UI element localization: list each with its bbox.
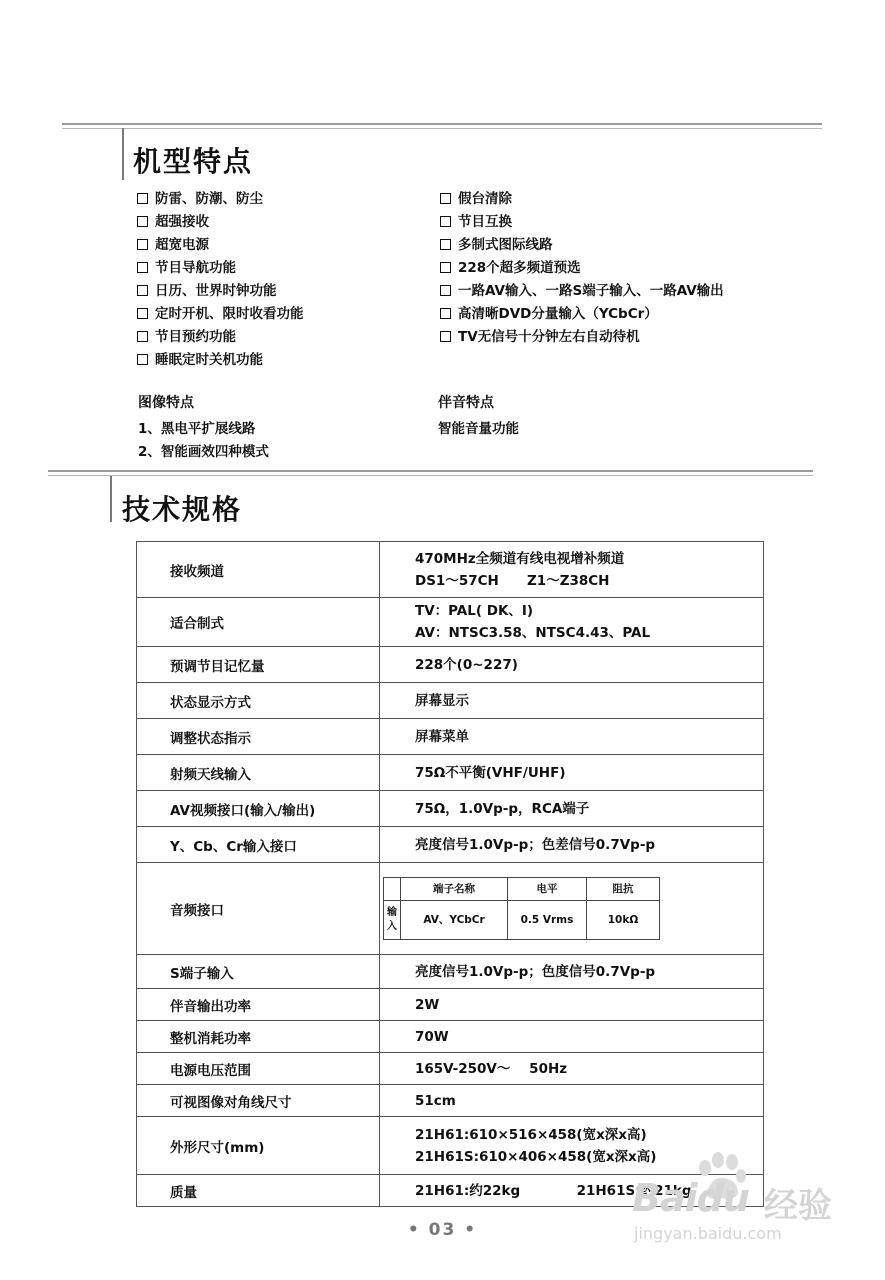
spec-value-line: 75Ω不平衡(VHF/UHF): [415, 764, 566, 781]
feature-text: 228个超多频道预选: [458, 260, 581, 276]
spec-value-line: AV：NTSC3.58、NTSC4.43、PAL: [415, 625, 651, 641]
section1-title: 机型特点: [133, 145, 254, 178]
spec-value: [380, 827, 764, 863]
feature-text: TV无信号十分钟左右自动待机: [458, 329, 640, 345]
middle-divider-thin: [48, 475, 813, 476]
feature-text: 节目预约功能: [155, 329, 236, 345]
spec-label: 状态显示方式: [137, 683, 380, 719]
spec-row: [137, 647, 764, 683]
spec-row: [137, 598, 764, 647]
spec-value: [380, 755, 764, 791]
spec-row: [137, 1053, 764, 1085]
spec-label: 电源电压范围: [137, 1053, 380, 1085]
spec-value: [380, 1085, 764, 1117]
feature-text: 高清晰DVD分量输入（YCbCr）: [458, 306, 658, 322]
spec-value-line: TV：PAL( DK、I): [415, 603, 534, 619]
feature-text: 节目导航功能: [155, 260, 236, 276]
audio-data-cell: 0.5 Vrms: [508, 901, 587, 940]
audio-header-cell: 电平: [508, 878, 587, 901]
spec-row: [137, 683, 764, 719]
feature-text: 超强接收: [155, 214, 209, 230]
spec-value-line: 屏幕显示: [415, 692, 469, 709]
top-divider: [62, 123, 822, 125]
checkbox-icon: [440, 308, 451, 319]
watermark-url: jingyan.baidu.com: [634, 1224, 782, 1243]
spec-label: 外形尺寸(mm): [137, 1117, 380, 1175]
picture-feature-item: 2、智能画效四种模式: [138, 444, 269, 460]
checkbox-icon: [137, 285, 148, 296]
feature-text: 节目互换: [458, 214, 512, 230]
spec-value-line: 51cm: [415, 1092, 456, 1109]
spec-value-line: 75Ω，1.0Vp-p，RCA端子: [415, 800, 590, 817]
feature-text: 日历、世界时钟功能: [155, 283, 277, 299]
spec-value-line: 165V-250V～ 50Hz: [415, 1060, 568, 1077]
audio-header-cell: 端子名称: [401, 878, 508, 901]
spec-row: [137, 791, 764, 827]
spec-value-line: 亮度信号1.0Vp-p；色差信号0.7Vp-p: [415, 836, 656, 853]
spec-row: [137, 955, 764, 989]
section2-bar: [110, 476, 112, 522]
checkbox-icon: [440, 331, 451, 342]
middle-divider: [48, 470, 813, 472]
audio-header-blank: [384, 878, 401, 901]
checkbox-icon: [440, 285, 451, 296]
feature-item: [137, 211, 304, 234]
spec-row: [137, 542, 764, 598]
top-divider-thin: [62, 128, 822, 129]
spec-value: [380, 791, 764, 827]
sound-feature-item: 智能音量功能: [438, 421, 519, 437]
spec-label: 质量: [137, 1175, 380, 1207]
spec-label: S端子输入: [137, 955, 380, 989]
feature-item: [440, 188, 724, 211]
checkbox-icon: [440, 216, 451, 227]
spec-value: [380, 1021, 764, 1053]
feature-item: [137, 188, 304, 211]
spec-row: [137, 1085, 764, 1117]
spec-value-line: DS1～57CH Z1～Z38CH: [415, 572, 610, 589]
feature-item: [440, 303, 724, 326]
spec-value-line: 70W: [415, 1028, 449, 1045]
picture-features-title: 图像特点: [138, 395, 194, 411]
spec-value: [380, 719, 764, 755]
checkbox-icon: [137, 354, 148, 365]
feature-text: 超宽电源: [155, 237, 209, 253]
checkbox-icon: [440, 193, 451, 204]
spec-row: [137, 1021, 764, 1053]
feature-text: 定时开机、限时收看功能: [155, 306, 304, 322]
spec-label: 伴音输出功率: [137, 989, 380, 1021]
spec-value: [380, 863, 764, 955]
checkbox-icon: [137, 331, 148, 342]
spec-value: [380, 647, 764, 683]
spec-row: [137, 719, 764, 755]
spec-row: [137, 989, 764, 1021]
feature-item: [137, 326, 304, 349]
spec-value-line: 21H61:约22kg 21H61S:约21kg: [415, 1182, 692, 1199]
feature-text: 睡眠定时关机功能: [155, 352, 263, 368]
spec-label: 整机消耗功率: [137, 1021, 380, 1053]
spec-label: 射频天线输入: [137, 755, 380, 791]
spec-value-line: 屏幕菜单: [415, 728, 469, 745]
spec-table: [136, 541, 764, 1207]
spec-value-line: 2W: [415, 996, 440, 1013]
spec-label: 预调节目记忆量: [137, 647, 380, 683]
spec-value-line: 21H61S:610×406×458(宽x深x高): [415, 1148, 657, 1165]
spec-label: 接收频道: [137, 542, 380, 598]
feature-item: [137, 349, 304, 372]
feature-text: 防雷、防潮、防尘: [155, 191, 263, 207]
audio-interface-table: [383, 877, 660, 940]
checkbox-icon: [137, 262, 148, 273]
section1-bar: [122, 128, 124, 180]
spec-value: [380, 598, 764, 647]
feature-item: [440, 234, 724, 257]
feature-item: [440, 280, 724, 303]
checkbox-icon: [440, 239, 451, 250]
checkbox-icon: [137, 193, 148, 204]
page-number: • 03 •: [407, 1220, 478, 1240]
spec-label: 可视图像对角线尺寸: [137, 1085, 380, 1117]
spec-row: [137, 755, 764, 791]
audio-data-cell: 10kΩ: [587, 901, 660, 940]
baidu-watermark: [632, 1150, 852, 1250]
feature-item: [137, 234, 304, 257]
spec-value: [380, 955, 764, 989]
audio-header-cell: 阻抗: [587, 878, 660, 901]
section2-title: 技术规格: [122, 493, 243, 526]
sound-features-title: 伴音特点: [438, 395, 494, 411]
watermark-brand: Baidu: [632, 1176, 749, 1220]
spec-row: [137, 827, 764, 863]
spec-label: 音频接口: [137, 863, 380, 955]
feature-text: 假台清除: [458, 191, 512, 207]
feature-text: 多制式图际线路: [458, 237, 553, 253]
spec-label: AV视频接口(输入/输出): [137, 791, 380, 827]
spec-value: [380, 1053, 764, 1085]
spec-value-line: 亮度信号1.0Vp-p；色度信号0.7Vp-p: [415, 963, 656, 980]
spec-value: [380, 542, 764, 598]
features-left-list: [137, 188, 304, 372]
checkbox-icon: [137, 308, 148, 319]
checkbox-icon: [137, 216, 148, 227]
spec-value-line: 21H61:610×516×458(宽x深x高): [415, 1126, 647, 1143]
spec-label: Y、Cb、Cr输入接口: [137, 827, 380, 863]
audio-io-label: 输入: [384, 901, 401, 940]
feature-item: [137, 280, 304, 303]
feature-item: [137, 303, 304, 326]
picture-feature-item: 1、黑电平扩展线路: [138, 421, 256, 437]
spec-value-line: 470MHz全频道有线电视增补频道: [415, 550, 625, 567]
feature-text: 一路AV输入、一路S端子输入、一路AV输出: [458, 283, 724, 299]
spec-row: [137, 863, 764, 955]
watermark-label: 经验: [764, 1186, 832, 1226]
spec-label: 适合制式: [137, 598, 380, 647]
audio-data-cell: AV、YCbCr: [401, 901, 508, 940]
spec-value: [380, 683, 764, 719]
feature-item: [440, 211, 724, 234]
feature-item: [137, 257, 304, 280]
checkbox-icon: [137, 239, 148, 250]
spec-value-line: 228个(0~227): [415, 656, 518, 673]
spec-value: [380, 989, 764, 1021]
feature-item: [440, 257, 724, 280]
checkbox-icon: [440, 262, 451, 273]
spec-label: 调整状态指示: [137, 719, 380, 755]
features-right-list: [440, 188, 724, 349]
feature-item: [440, 326, 724, 349]
